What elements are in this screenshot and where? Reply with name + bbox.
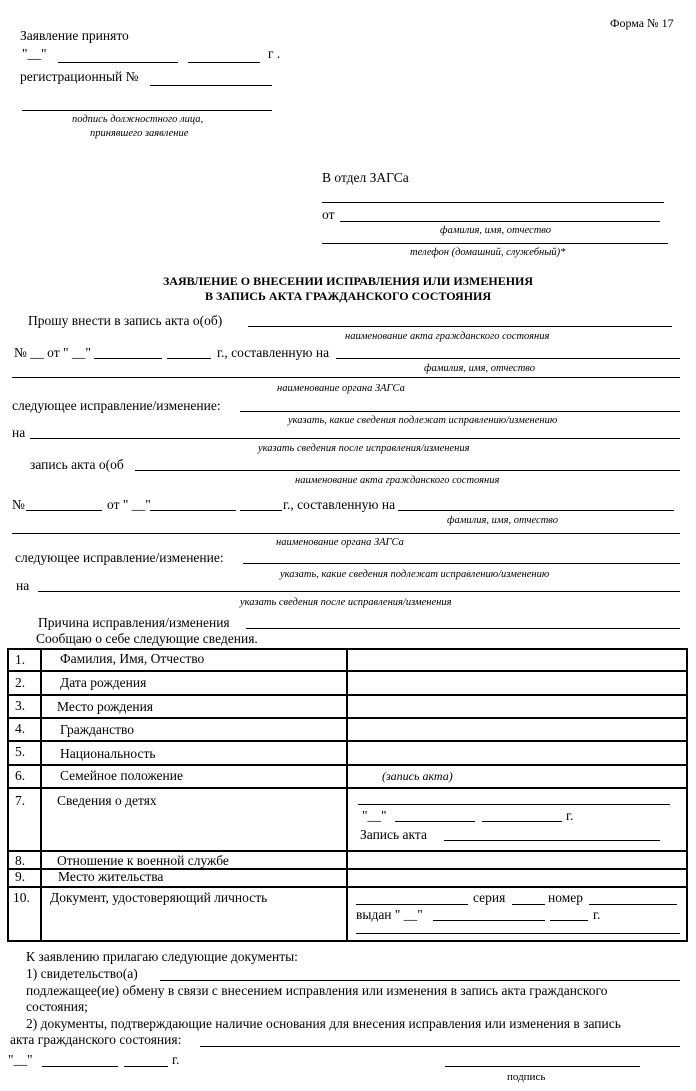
row-4-label: Гражданство bbox=[60, 722, 135, 737]
row-9-number: 9. bbox=[15, 869, 26, 884]
doc-number-line[interactable] bbox=[589, 904, 677, 905]
table-row-border bbox=[7, 670, 688, 672]
phone-hint: телефон (домашний, служебный)* bbox=[410, 247, 566, 258]
certificate-item-label: 1) свидетельство(а) bbox=[26, 966, 138, 981]
act-2-fio-line[interactable] bbox=[398, 510, 674, 511]
after-2-line[interactable] bbox=[38, 591, 680, 592]
act-1-month-line[interactable] bbox=[94, 358, 162, 359]
children-record-line[interactable] bbox=[444, 840, 660, 841]
children-line[interactable] bbox=[358, 804, 670, 805]
row-2-label: Дата рождения bbox=[60, 675, 147, 690]
form-number: Форма № 17 bbox=[610, 16, 674, 30]
children-month-line[interactable] bbox=[395, 821, 475, 822]
row-9-label: Место жительства bbox=[58, 869, 164, 884]
row-5-value-field[interactable] bbox=[350, 744, 684, 762]
footer-date-quote: "__" bbox=[8, 1052, 33, 1067]
table-row-border bbox=[7, 740, 688, 742]
from-fio-hint: фамилия, имя, отчество bbox=[440, 225, 551, 236]
doc-series-line[interactable] bbox=[512, 904, 545, 905]
table-row-border bbox=[7, 787, 688, 789]
row-4-number: 4. bbox=[15, 721, 26, 736]
act-2-number-line[interactable] bbox=[26, 510, 102, 511]
row-1-value-field[interactable] bbox=[350, 651, 684, 668]
footer-month-line[interactable] bbox=[42, 1066, 118, 1067]
act-1-fio-line[interactable] bbox=[336, 358, 680, 359]
row-7-label: Сведения о детях bbox=[57, 793, 157, 808]
row-9-value-field[interactable] bbox=[350, 870, 684, 884]
doc-issuer-line[interactable] bbox=[356, 933, 680, 934]
supporting-docs-label: 2) документы, подтверждающие наличие основания для внесения исправления или изменения в запись bbox=[26, 1016, 621, 1031]
row-5-number: 5. bbox=[15, 744, 26, 759]
act-2-zags-hint: наименование органа ЗАГСа bbox=[276, 537, 404, 548]
children-year-suffix: г. bbox=[566, 808, 574, 823]
act-1-fio-hint: фамилия, имя, отчество bbox=[424, 363, 535, 374]
after-1-hint: указать сведения после исправления/изменения bbox=[258, 443, 470, 454]
doc-issued-year-suffix: г. bbox=[593, 907, 601, 922]
official-sign-hint: подпись должностного лица, bbox=[72, 114, 204, 125]
correction-1-line[interactable] bbox=[240, 411, 680, 412]
correction-1-hint: указать, какие сведения подлежат исправлению/изменению bbox=[288, 415, 558, 426]
table-value-divider bbox=[346, 648, 348, 942]
signature-line[interactable] bbox=[445, 1066, 640, 1067]
correction-2-line[interactable] bbox=[243, 563, 680, 564]
na-1-label: на bbox=[12, 425, 26, 440]
act-1-zags-line[interactable] bbox=[12, 377, 680, 378]
act-2-from-label: от " __" bbox=[107, 497, 151, 512]
accepted-date-quote: "__" bbox=[22, 46, 47, 61]
from-fio-line[interactable] bbox=[340, 221, 660, 222]
certificate-exchange-text: подлежащее(ие) обмену в связи с внесением исправления или изменения в запись акта гражданского bbox=[26, 983, 608, 998]
table-row-border bbox=[7, 764, 688, 766]
na-2-label: на bbox=[16, 578, 30, 593]
row-1-label: Фамилия, Имя, Отчество bbox=[60, 651, 205, 666]
reg-number-line[interactable] bbox=[150, 85, 272, 86]
about-self-label: Сообщаю о себе следующие сведения. bbox=[36, 631, 258, 646]
children-record-label: Запись акта bbox=[360, 827, 427, 842]
marital-record-hint: (запись акта) bbox=[382, 769, 453, 783]
doc-type-line[interactable] bbox=[356, 904, 468, 905]
row-10-label: Документ, удостоверяющий личность bbox=[50, 890, 268, 905]
from-label: от bbox=[322, 207, 335, 222]
act-2-composed-label: г., составленную на bbox=[283, 497, 396, 512]
title-line-1: ЗАЯВЛЕНИЕ О ВНЕСЕНИИ ИСПРАВЛЕНИЯ ИЛИ ИЗМЕНЕНИЯ bbox=[162, 274, 534, 288]
children-year-line[interactable] bbox=[482, 821, 562, 822]
table-row-border bbox=[7, 886, 688, 888]
act-2-number-label: № bbox=[12, 497, 25, 512]
after-1-line[interactable] bbox=[30, 438, 680, 439]
row-8-label: Отношение к военной службе bbox=[57, 853, 229, 868]
reason-line[interactable] bbox=[246, 628, 680, 629]
record-act-label: запись акта о(об bbox=[30, 457, 124, 472]
row-10-number: 10. bbox=[13, 890, 30, 905]
row-3-label: Место рождения bbox=[57, 699, 154, 714]
accepted-year-line[interactable] bbox=[188, 62, 260, 63]
after-2-hint: указать сведения после исправления/изменения bbox=[240, 597, 452, 608]
act-name-hint: наименование акта гражданского состояния bbox=[345, 331, 550, 342]
table-number-divider bbox=[40, 648, 42, 942]
supporting-docs-label-2: акта гражданского состояния: bbox=[10, 1032, 182, 1047]
row-3-value-field[interactable] bbox=[350, 698, 684, 715]
doc-issued-year-line[interactable] bbox=[550, 920, 588, 921]
row-2-value-field[interactable] bbox=[350, 674, 684, 692]
act-1-zags-hint: наименование органа ЗАГСа bbox=[277, 383, 405, 394]
row-1-number: 1. bbox=[15, 652, 26, 667]
act-2-month-line[interactable] bbox=[150, 510, 236, 511]
official-sign-line[interactable] bbox=[22, 110, 272, 111]
row-8-value-field[interactable] bbox=[350, 852, 684, 866]
zags-to-label: В отдел ЗАГСа bbox=[322, 170, 409, 185]
act-number-from-label: № __ от " __" bbox=[14, 345, 91, 360]
act-1-year-line[interactable] bbox=[167, 358, 211, 359]
accepted-month-line[interactable] bbox=[58, 62, 178, 63]
doc-issued-month-line[interactable] bbox=[433, 920, 545, 921]
act-2-fio-hint: фамилия, имя, отчество bbox=[447, 515, 558, 526]
attach-label: К заявлению прилагаю следующие документы: bbox=[26, 949, 298, 964]
zags-name-line[interactable] bbox=[322, 202, 664, 203]
row-5-label: Национальность bbox=[60, 746, 156, 761]
act-2-zags-line[interactable] bbox=[12, 533, 680, 534]
act-2-year-line[interactable] bbox=[240, 510, 282, 511]
certificate-line[interactable] bbox=[160, 980, 680, 981]
row-3-number: 3. bbox=[15, 698, 26, 713]
row-2-number: 2. bbox=[15, 675, 26, 690]
table-row-border bbox=[7, 717, 688, 719]
certificate-exchange-text-2: состояния; bbox=[26, 999, 88, 1014]
act-2-name-line[interactable] bbox=[135, 470, 680, 471]
supporting-docs-line[interactable] bbox=[200, 1046, 680, 1047]
footer-year-line[interactable] bbox=[124, 1066, 168, 1067]
request-label: Прошу внести в запись акта о(об) bbox=[28, 313, 223, 328]
accepted-year-suffix: г . bbox=[268, 46, 281, 61]
signature-label: подпись bbox=[507, 1071, 546, 1083]
reg-number-label: регистрационный № bbox=[20, 69, 139, 84]
footer-year-suffix: г. bbox=[172, 1052, 180, 1067]
reason-label: Причина исправления/изменения bbox=[38, 615, 230, 630]
row-8-number: 8. bbox=[15, 853, 26, 868]
table-row-border bbox=[7, 694, 688, 696]
title-line-2: В ЗАПИСЬ АКТА ГРАЖДАНСКОГО СОСТОЯНИЯ bbox=[204, 289, 492, 303]
row-7-number: 7. bbox=[15, 793, 26, 808]
correction-1-label: следующее исправление/изменение: bbox=[12, 398, 221, 413]
accepted-label: Заявление принято bbox=[20, 28, 129, 43]
correction-2-hint: указать, какие сведения подлежат исправлению/изменению bbox=[280, 569, 550, 580]
act-name-line[interactable] bbox=[248, 326, 672, 327]
official-sign-hint-2: принявшего заявление bbox=[90, 128, 189, 139]
row-6-number: 6. bbox=[15, 768, 26, 783]
row-6-label: Семейное положение bbox=[60, 768, 183, 783]
doc-series-label: серия bbox=[473, 890, 506, 905]
children-date-quote: "__" bbox=[362, 808, 387, 823]
act-2-name-hint: наименование акта гражданского состояния bbox=[295, 475, 500, 486]
correction-2-label: следующее исправление/изменение: bbox=[15, 550, 224, 565]
phone-line[interactable] bbox=[322, 243, 668, 244]
doc-number-label: номер bbox=[548, 890, 584, 905]
composed-on-label: г., составленную на bbox=[217, 345, 330, 360]
doc-issued-label: выдан " __" bbox=[356, 907, 423, 922]
row-4-value-field[interactable] bbox=[350, 721, 684, 738]
